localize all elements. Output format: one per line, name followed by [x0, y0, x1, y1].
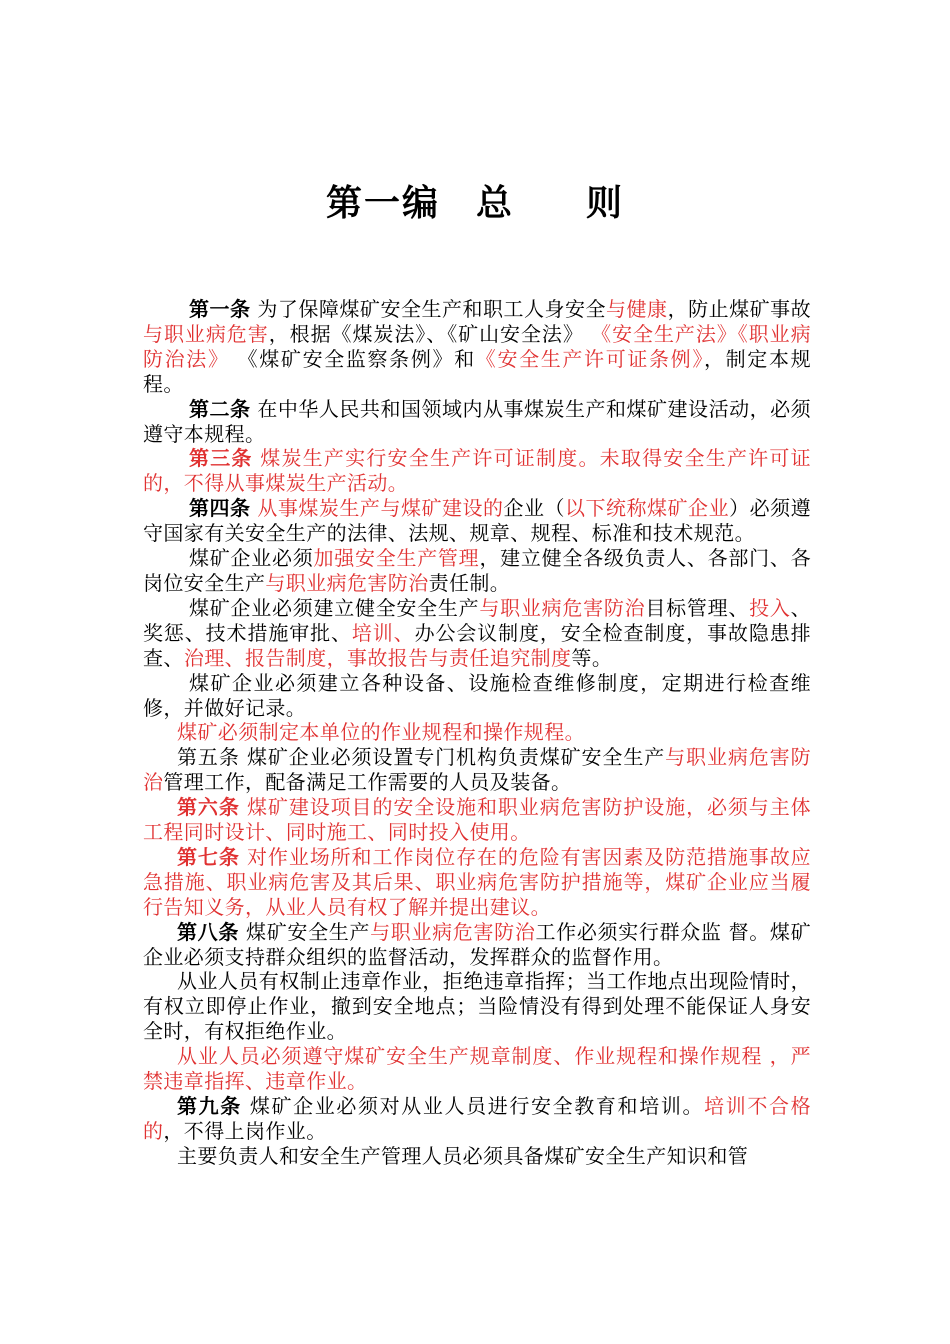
article-number: 第四条 — [189, 496, 251, 521]
paragraph — [143, 446, 811, 496]
text-segment: ，建立健全各级负责人、各部门、各岗位安全生产 — [143, 546, 812, 595]
text-segment: 在中华人民共和国领域内从事煤炭生产和煤矿建设活动，必须遵守本规程。 — [143, 396, 811, 446]
text-segment: 与职业病危害防治 — [370, 919, 536, 944]
text-segment: 煤矿企业必须对从业人员进行安全教育和培训。 — [241, 1094, 705, 1118]
text-segment: ）必须遵守国家有关安全生产的法律、法规、规章、规程、标准和技术规范。 — [143, 496, 812, 546]
text-segment: 第五条 煤矿企业必须设置专门机构负责煤矿安全生产 — [177, 745, 666, 770]
paragraph — [143, 546, 811, 596]
text-segment: 与职业病危害防治 — [265, 570, 429, 595]
text-segment: 治理、报告制度，事故报告与责任追究制度 — [183, 645, 572, 670]
text-segment: 加强安全生产管理 — [313, 546, 480, 571]
text-segment: 等。 — [571, 645, 613, 670]
article-number: 第六条 — [177, 795, 240, 820]
chapter-title-part3: 则 — [586, 182, 625, 224]
text-segment: ，制定本规程。 — [143, 346, 811, 396]
text-segment: 从事煤炭生产与煤矿建设的 — [250, 496, 504, 521]
article-number: 第九条 — [177, 1094, 242, 1118]
article-number: 第二条 — [189, 396, 251, 421]
text-segment: 煤矿必须制定本单位的作业规程和操作规程。 — [177, 720, 585, 745]
article-number: 第七条 — [177, 844, 240, 869]
text-segment: 煤矿安全生产 — [239, 919, 371, 944]
paragraph — [143, 1094, 811, 1144]
chapter-title — [0, 181, 950, 225]
paragraph — [143, 596, 811, 671]
text-segment: 主要负责人和安全生产管理人员必须具备煤矿安全生产知识和管 — [177, 1143, 749, 1168]
paragraph — [143, 720, 811, 745]
text-segment: 以下统称煤矿企业 — [565, 496, 730, 521]
paragraph — [143, 1044, 811, 1094]
text-segment: 《安全生产法》《职业病防治法》 — [143, 321, 811, 371]
paragraph — [143, 795, 811, 845]
text-segment: 工作必须实行群众监 督。煤矿企业必须支持群众组织的监督活动，发挥群众的监督作用。 — [143, 919, 812, 969]
text-segment: 煤矿建设项目的安全设施和职业病危害防护设施，必须与主体工程同时设计、同时施工、同时投入使用。 — [143, 795, 812, 845]
paragraph — [143, 496, 811, 546]
article-number: 第八条 — [177, 919, 240, 944]
paragraph — [143, 1144, 811, 1169]
text-segment: ，防止煤矿事故 — [667, 297, 812, 321]
text-segment: 责任制。 — [428, 570, 511, 595]
text-segment: 煤矿企业必须建立各种设备、设施检查维修制度，定期进行检查维修，并做好记录。 — [143, 670, 811, 720]
text-segment: 目标管理、 — [645, 595, 750, 620]
text-segment: 《安全生产许可证条例》 — [475, 346, 704, 371]
text-segment: 煤矿企业必须建立健全安全生产 — [189, 595, 480, 620]
paragraph — [143, 920, 811, 970]
document-body — [143, 297, 811, 1169]
text-segment: 为了保障煤矿安全生产和职工人身安全 — [250, 297, 607, 321]
text-segment: 与职业病危害 — [143, 321, 269, 346]
text-segment: 培训不合格的 — [143, 1094, 811, 1143]
text-segment: 与职业病危害防治 — [479, 595, 646, 620]
text-segment: 办公会议制度，安全检查制度，事故隐患排查、 — [143, 620, 811, 670]
article-number: 第三条 — [189, 446, 253, 471]
text-segment: 从业人员有权制止违章作业，拒绝违章指挥；当工作地点出现险情时，有权立即停止作业，撤到安全地点；当险情没有得到处理不能保证人身安全时，有权拒绝作业。 — [143, 969, 811, 1044]
text-segment: 《煤矿安全监察条例》和 — [229, 346, 476, 371]
text-segment: 、奖惩、技术措施审批、 — [143, 595, 811, 645]
text-segment: 从业人员必须遵守煤矿安全生产规章制度、作业规程和操作规程 ，严禁违章指挥、违章作业。 — [143, 1044, 811, 1094]
paragraph — [143, 845, 811, 920]
text-segment: 企业（ — [503, 496, 566, 521]
text-segment: 煤矿企业必须 — [189, 546, 314, 571]
chapter-title-part2: 总 — [475, 182, 514, 224]
text-segment: 对作业场所和工作岗位存在的危险有害因素及防范措施事故应急措施、职业病危害及其后果、职业病危害防护措施等，煤矿企业应当履行告知义务，从业人员有权了解并提出建议。 — [143, 844, 812, 919]
text-segment: 与职业病危害防治 — [143, 745, 811, 795]
text-segment: ，根据《煤炭法》、《矿山安全法》 — [268, 321, 584, 346]
article-number: 第一条 — [189, 297, 251, 321]
text-segment: 煤炭生产实行安全生产许可证制度。未取得安全生产许可证的，不得从事煤炭生产活动。 — [143, 446, 811, 496]
text-segment: 与健康 — [606, 297, 668, 321]
text-segment: 管理工作，配备满足工作需要的人员及装备。 — [163, 770, 572, 795]
chapter-title-part1: 第一编 — [325, 182, 440, 224]
text-segment: 培训、 — [351, 620, 415, 645]
paragraph — [143, 297, 811, 397]
text-segment: ，不得上岗作业。 — [163, 1118, 327, 1143]
paragraph — [143, 397, 811, 447]
text-segment: 投入 — [749, 595, 791, 620]
paragraph — [143, 745, 811, 795]
paragraph — [143, 671, 811, 721]
paragraph — [143, 969, 811, 1044]
